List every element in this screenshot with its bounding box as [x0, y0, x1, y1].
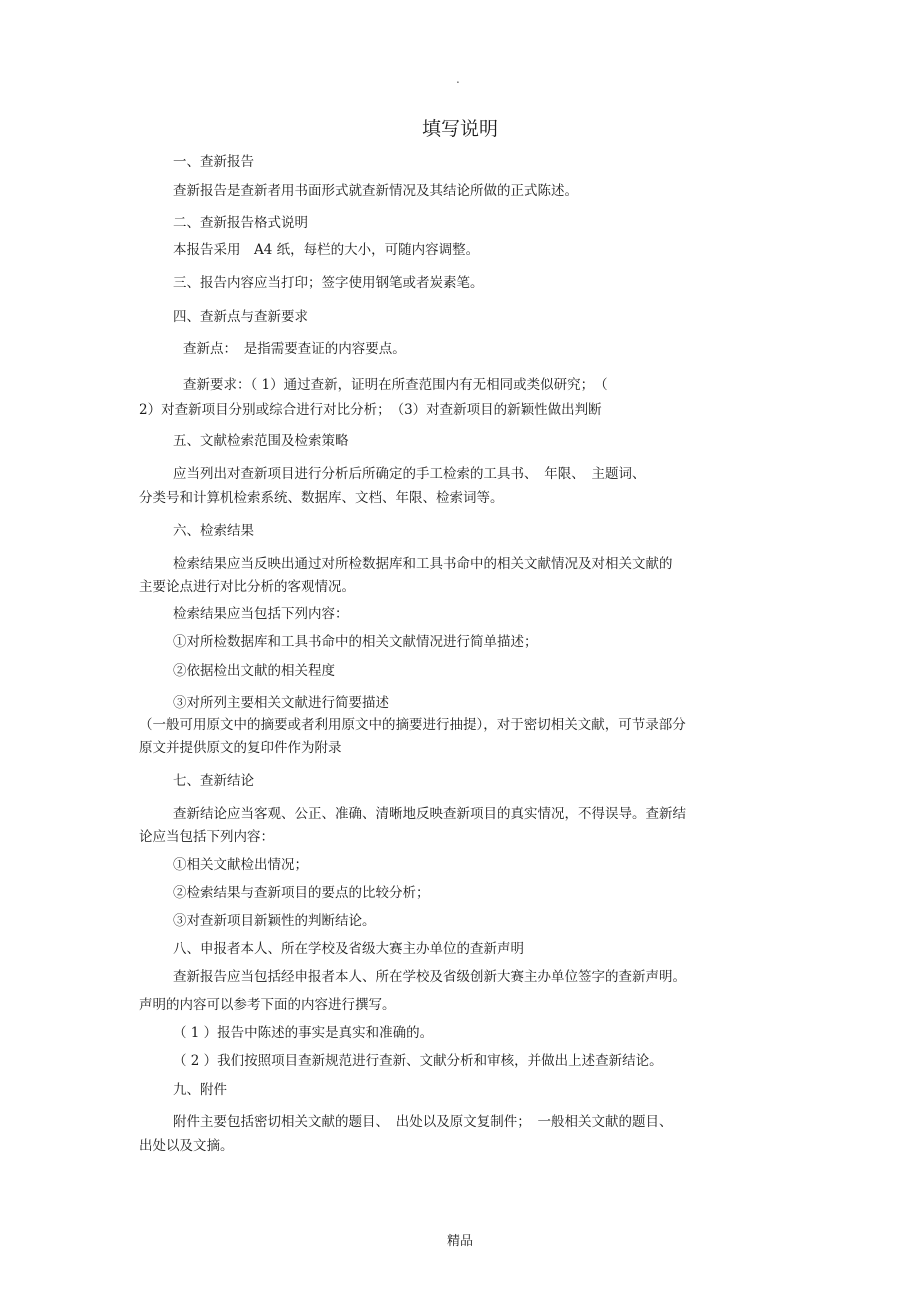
paragraph-line: 声明的内容可以参考下面的内容进行撰写。 — [139, 997, 396, 1013]
list-item: （ 2 ）我们按照项目查新规范进行查新、文献分析和审核，并做出上述查新结论。 — [173, 1053, 663, 1069]
paragraph-line: 本报告采用 A4 纸，每栏的大小，可随内容调整。 — [173, 242, 480, 258]
paragraph-line: 检索结果应当包括下列内容： — [173, 606, 349, 622]
list-item: （ 1 ）报告中陈述的事实是真实和准确的。 — [173, 1025, 434, 1041]
top-mark: . — [456, 72, 460, 86]
section-heading-6: 六、检索结果 — [173, 523, 254, 539]
paragraph-line: 查新报告是查新者用书面形式就查新情况及其结论所做的正式陈述。 — [173, 183, 578, 199]
paragraph-line: 查新点： 是指需要查证的内容要点。 — [183, 341, 406, 357]
list-item: ①相关文献检出情况； — [173, 857, 308, 873]
paragraph-line: 原文并提供原文的复印件作为附录 — [139, 740, 342, 756]
section-heading-5: 五、文献检索范围及检索策略 — [173, 433, 349, 449]
paragraph-line: 2）对查新项目分别或综合进行对比分析； （3）对查新项目的新颖性做出判断 — [139, 402, 602, 418]
paragraph-line: 分类号和计算机检索系统、数据库、文档、年限、检索词等。 — [139, 490, 504, 506]
list-item: ③对查新项目新颖性的判断结论。 — [173, 913, 376, 929]
page-title: 填写说明 — [421, 118, 498, 140]
paragraph-line: 检索结果应当反映出通过对所检数据库和工具书命中的相关文献情况及对相关文献的 — [173, 556, 673, 572]
section-heading-1: 一、查新报告 — [173, 154, 254, 170]
section-heading-7: 七、查新结论 — [173, 773, 254, 789]
paragraph-line: 查新结论应当客观、公正、准确、清晰地反映查新项目的真实情况，不得误导。查新结 — [173, 806, 686, 822]
paragraph-line: 主要论点进行对比分析的客观情况。 — [139, 579, 355, 595]
section-heading-9: 九、附件 — [173, 1082, 227, 1098]
list-item: ②依据检出文献的相关程度 — [173, 663, 335, 679]
section-heading-4: 四、查新点与查新要求 — [173, 309, 308, 325]
section-heading-2: 二、查新报告格式说明 — [173, 215, 308, 231]
section-heading-8: 八、申报者本人、所在学校及省级大赛主办单位的查新声明 — [173, 941, 524, 957]
section-heading-3: 三、报告内容应当打印；签字使用钢笔或者炭素笔。 — [173, 275, 484, 291]
list-item: ②检索结果与查新项目的要点的比较分析； — [173, 885, 430, 901]
list-item: ③对所列主要相关文献进行简要描述 — [173, 695, 389, 711]
list-item: ①对所检数据库和工具书命中的相关文献情况进行简单描述； — [173, 634, 538, 650]
paragraph-line: 查新要求：（ 1）通过查新，证明在所查范围内有无相同或类似研究； （ — [183, 377, 608, 393]
paragraph-line: 附件主要包括密切相关文献的题目、 出处以及原文复制件； 一般相关文献的题目、 — [173, 1114, 673, 1130]
paragraph-line: 论应当包括下列内容： — [139, 829, 274, 845]
paragraph-line: 应当列出对查新项目进行分析后所确定的手工检索的工具书、 年限、 主题词、 — [173, 466, 646, 482]
paragraph-line: 查新报告应当包括经申报者本人、所在学校及省级创新大赛主办单位签字的查新声明。 — [173, 969, 686, 985]
paragraph-line: （一般可用原文中的摘要或者利用原文中的摘要进行抽提），对于密切相关文献，可节录部分 — [139, 717, 686, 733]
page-footer: 精品 — [446, 1234, 473, 1249]
paragraph-line: 出处以及文摘。 — [139, 1138, 234, 1154]
